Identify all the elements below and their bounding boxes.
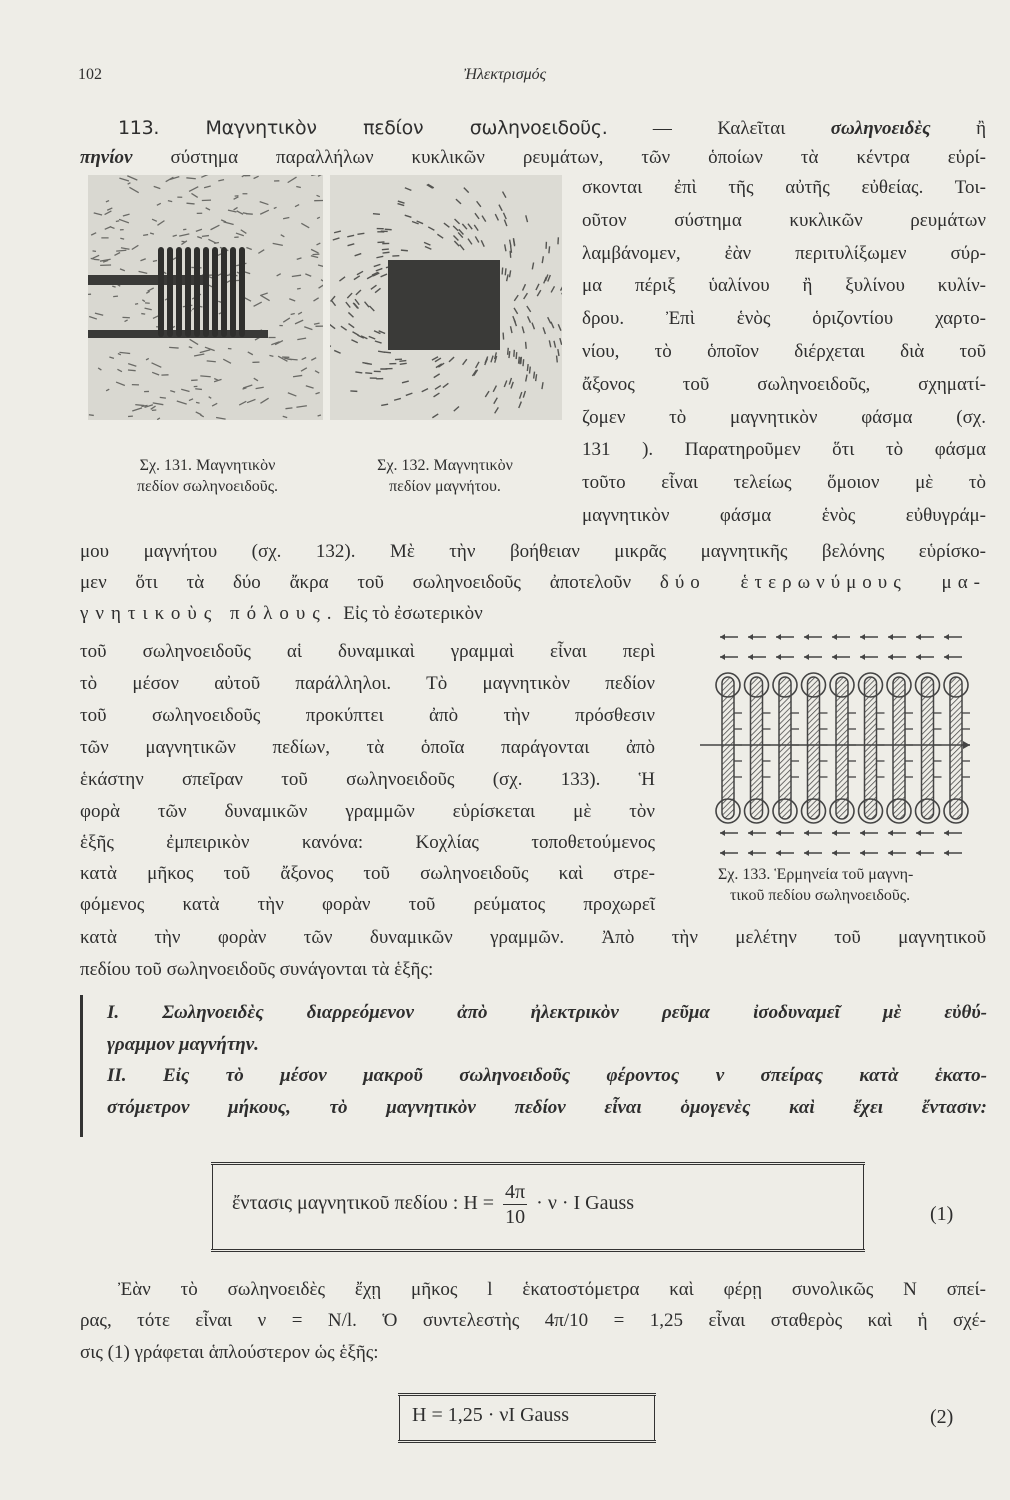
arrow-head [832, 850, 837, 856]
iron-filing [141, 314, 145, 315]
fraction [503, 1180, 527, 1229]
page-number: 102 [78, 66, 102, 83]
spaced-text: γνητικοὺς πόλους. [80, 603, 339, 624]
coil-turn [230, 247, 236, 337]
text-line: μα πέριξ ὑαλίνου ἢ ξυλίνου κυλίν- [582, 275, 986, 297]
text-line: νίου, τὸ ὁποῖον διέρχεται διὰ τοῦ [582, 341, 986, 362]
iron-filing [312, 254, 319, 255]
iron-filing [169, 347, 178, 348]
iron-filing [116, 250, 126, 251]
coil-turn [194, 247, 200, 337]
iron-filing [357, 233, 364, 234]
coil-turn [239, 247, 245, 337]
iron-filing [511, 246, 512, 253]
iron-filing [508, 348, 509, 355]
arrow-head [888, 654, 893, 660]
arrow-head [944, 654, 949, 660]
text-line: φορὰ τῶν δυναμικῶν γραμμῶν εὑρίσκεται μὲ τὸν [80, 801, 655, 822]
rules-margin-bar [80, 995, 83, 1137]
arrow-head [916, 654, 921, 660]
iron-filing [89, 415, 94, 416]
iron-filing [120, 238, 124, 239]
solenoid-turn [865, 677, 877, 819]
arrow-head [832, 830, 837, 836]
text-line: κατὰ μῆκος τοῦ ἄξονος τοῦ σωληνοειδοῦς καὶ στρε- [80, 863, 655, 884]
equation-label: ἔντασις μαγνητικοῦ πεδίου : [232, 1192, 459, 1215]
text-line: Ἐὰν τὸ σωληνοειδὲς ἔχῃ μῆκος l ἑκατοστόμετρα καὶ φέρῃ συνολικῶς N σπεί- [118, 1279, 986, 1300]
iron-filing [400, 363, 407, 364]
arrow-head [916, 830, 921, 836]
figure-133-solenoid-diagram [680, 625, 980, 865]
running-title: Ἠλεκτρισμός [463, 66, 547, 83]
arrow-head [916, 850, 921, 856]
text-line: μου μαγνήτου (σχ. 132). Μὲ τὴν βοήθειαν μικρᾶς μαγνητικῆς βελόνης εὑρίσκο- [80, 541, 986, 562]
iron-filing [207, 361, 216, 362]
figure-132-magnet-field-photo [330, 175, 562, 420]
text: ἢ [930, 118, 987, 139]
solenoid-turn [922, 677, 934, 819]
iron-filing [94, 259, 100, 260]
coil-turn [167, 247, 173, 337]
arrow-head [944, 634, 949, 640]
text-line: 131 ). Παρατηροῦμεν ὅτι τὸ φάσμα [582, 439, 986, 461]
text: — Καλεῖται [607, 118, 831, 139]
iron-filing [510, 251, 511, 258]
arrow-head [944, 830, 949, 836]
iron-filing [401, 250, 408, 251]
iron-filing [516, 352, 517, 359]
solenoid-turn [722, 677, 734, 819]
term-coil: πηνίον [80, 147, 133, 168]
coil-turn [185, 247, 191, 337]
text-line: μαγνητικὸν φάσμα ἑνὸς εὐθυγράμ- [582, 505, 986, 526]
iron-filing [526, 342, 527, 349]
figure-133-caption [718, 864, 988, 906]
arrow-head [720, 654, 725, 660]
equation-2: H = 1,25 · νI Gauss [412, 1404, 569, 1426]
text-line: τοῦτο εἶναι τελείως ὅμοιον μὲ τὸ [582, 472, 986, 494]
iron-filing [153, 260, 157, 261]
text-line: λαμβάνομεν, ἐὰν περιτυλίξωμεν σύρ- [582, 242, 986, 264]
spaced-text: δύο ἑτερωνύμους μα- [659, 572, 986, 593]
iron-filing [243, 213, 247, 214]
equation-rhs: · ν · I Gauss [536, 1192, 635, 1215]
coil-turn [212, 247, 218, 337]
arrow-head [832, 634, 837, 640]
numerator: 4π [505, 1181, 526, 1203]
iron-filing [318, 415, 321, 416]
iron-filing [196, 402, 200, 403]
iron-filing [523, 359, 524, 366]
caption-line: πεδίον μαγνήτου. [389, 478, 501, 495]
coil-turn [158, 247, 164, 337]
arrow-head [720, 850, 725, 856]
iron-filing [195, 389, 202, 390]
term-solenoid: σωληνοειδὲς [830, 118, 931, 139]
solenoid-turn [836, 677, 848, 819]
caption-line: Σχ. 131. Μαγνητικὸν [139, 457, 276, 474]
text-line: δρου. Ἐπὶ ἑνὸς ὁριζοντίου χαρτο- [582, 308, 986, 330]
solenoid-turn [893, 677, 905, 819]
arrow-head [720, 830, 725, 836]
caption-line: τικοῦ πεδίου σωληνοειδοῦς. [730, 887, 911, 904]
solenoid-turn [808, 677, 820, 819]
arrow-head [832, 654, 837, 660]
rule-line: I. Σωληνοειδὲς διαρρεόμενον ἀπὸ ἠλεκτρικὸν ρεῦμα ἰσοδυναμεῖ μὲ εὐθύ- [107, 1002, 987, 1023]
arrow-head [860, 634, 865, 640]
rule-line: II. Εἰς τὸ μέσον μακροῦ σωληνοειδοῦς φέροντος ν σπείρας κατὰ ἑκατο- [107, 1065, 987, 1086]
arrow-head [860, 654, 865, 660]
iron-filing [399, 361, 406, 362]
arrow-head [748, 634, 753, 640]
text-line: κατὰ τὴν φορὰν τῶν δυναμικῶν γραμμῶν. Ἀπὸ τὴν μελέτην τοῦ μαγνητικοῦ [80, 927, 986, 948]
iron-filing [116, 221, 119, 222]
text-line [80, 602, 655, 626]
coil-turn [203, 247, 209, 337]
iron-filing [202, 236, 209, 237]
text-line: φόμενος κατὰ τὴν φορὰν τοῦ ρεύματος προχωρεῖ [80, 894, 655, 915]
arrow-head [888, 830, 893, 836]
iron-filing [529, 367, 530, 374]
iron-filing [527, 364, 528, 371]
iron-filing [536, 374, 537, 381]
iron-filing [385, 229, 392, 230]
section-heading: 113. Μαγνητικὸν πεδίον σωληνοειδοῦς. [118, 117, 608, 139]
text-line: ἑξῆς ἐμπειρικὸν κανόνα: Κοχλίας τοποθετούμενος [80, 832, 655, 853]
arrow-head [776, 634, 781, 640]
iron-filing [509, 351, 510, 358]
arrow-head [888, 850, 893, 856]
arrow-head [888, 634, 893, 640]
arrow-head [860, 830, 865, 836]
text: μεν ὅτι τὰ δύο ἄκρα τοῦ σωληνοειδοῦς ἀποτελοῦν [80, 572, 660, 593]
text-line: τοῦ σωληνοειδοῦς αἱ δυναμικαὶ γραμμαὶ εἶναι περὶ [80, 641, 655, 662]
iron-filing [135, 304, 138, 305]
iron-filing [285, 408, 292, 409]
arrow-head [860, 850, 865, 856]
arrow-head [748, 654, 753, 660]
figure-131-caption [90, 455, 325, 497]
equation-lhs: H = [463, 1192, 495, 1215]
figure-131-solenoid-field-photo [88, 175, 323, 420]
caption-line: Σχ. 132. Μαγνητικὸν [377, 457, 513, 474]
section-heading-line [118, 116, 986, 140]
rule-line: στόμετρον μήκους, τὸ μαγνητικὸν πεδίον εἶναι ὁμογενὲς καὶ ἔχει ἔντασιν: [107, 1097, 987, 1118]
iron-filing [269, 355, 273, 356]
caption-line: Σχ. 133. Ἑρμηνεία τοῦ μαγνη- [718, 866, 914, 883]
equation-1 [232, 1180, 634, 1229]
iron-filing [143, 235, 148, 236]
text-line: ἄξονος τοῦ σωληνοειδοῦς, σχηματί- [582, 373, 986, 395]
rule-line: γραμμον μαγνήτην. [107, 1034, 259, 1055]
arrow-head [776, 654, 781, 660]
iron-filing [160, 397, 166, 398]
text-line: ζομεν τὸ μαγνητικὸν φάσμα (σχ. [582, 406, 986, 428]
iron-filing [384, 352, 391, 353]
text-line [80, 571, 986, 595]
iron-filing [520, 357, 521, 364]
equation-2-number: (2) [930, 1406, 954, 1428]
text-line: οῦτον σύστημα κυκλικῶν ρευμάτων [582, 209, 986, 231]
iron-filing [557, 356, 558, 363]
text-line: ἑκάστην σπεῖραν τοῦ σωληνοειδοῦς (σχ. 133). Ἡ [80, 769, 655, 790]
text-line: σις (1) γράφεται ἁπλούστερον ὡς ἑξῆς: [80, 1342, 379, 1363]
arrow-head [944, 850, 949, 856]
text: Εἰς τὸ ἐσωτερικὸν [338, 603, 483, 624]
iron-filing [534, 372, 535, 379]
iron-filing [296, 187, 301, 188]
iron-filing [382, 249, 389, 250]
iron-filing [519, 357, 520, 364]
arrow-head [804, 654, 809, 660]
arrow-head [804, 634, 809, 640]
text-line: σκονται ἐπὶ τῆς αὐτῆς εὐθείας. Τοι- [582, 177, 986, 198]
solenoid-turn [950, 677, 962, 819]
arrow-head [748, 850, 753, 856]
iron-filing [505, 268, 506, 275]
iron-filing [128, 370, 136, 371]
arrow-head [916, 634, 921, 640]
bar-magnet [388, 260, 500, 350]
iron-filing [373, 214, 380, 215]
iron-filing [383, 252, 390, 253]
text-line: τοῦ σωληνοειδοῦς προκύπτει ἀπὸ τὴν πρόσθεσιν [80, 705, 655, 726]
iron-filing [502, 268, 503, 275]
iron-filing [549, 246, 550, 253]
coil-turn [176, 247, 182, 337]
figure-132-caption [330, 455, 560, 497]
text-line: τῶν μαγνητικῶν πεδίων, τὰ ὁποῖα παράγονται ἀπὸ [80, 737, 655, 758]
text-line: τὸ μέσον αὐτοῦ παράλληλοι. Τὸ μαγνητικὸν πεδίον [80, 673, 655, 694]
coil-turn [221, 247, 227, 337]
arrow-head [720, 634, 725, 640]
arrow-head [804, 850, 809, 856]
arrow-head [776, 830, 781, 836]
text-line: πεδίου τοῦ σωληνοειδοῦς συνάγονται τὰ ἑξῆς: [80, 959, 434, 980]
arrow-head [963, 741, 970, 749]
denominator: 10 [505, 1206, 526, 1228]
solenoid-turn [779, 677, 791, 819]
arrow-head [804, 830, 809, 836]
arrow-head [748, 830, 753, 836]
caption-line: πεδίον σωληνοειδοῦς. [136, 478, 279, 495]
equation-1-number: (1) [930, 1203, 954, 1225]
text-line: ρας, τότε εἶναι ν = N/l. Ὁ συντελεστὴς 4π/10 = 1,25 εἶναι σταθερὸς καὶ ἡ σχέ- [80, 1310, 986, 1331]
iron-filing [365, 373, 372, 374]
arrow-head [776, 850, 781, 856]
iron-filing [297, 288, 301, 289]
iron-filing [200, 376, 210, 377]
iron-filing [186, 203, 194, 204]
text: σύστημα παραλλήλων κυκλικῶν ρευμάτων, τῶν ὁποίων τὰ κέντρα εὑρί- [132, 147, 986, 168]
solenoid-turn [751, 677, 763, 819]
text-line [80, 146, 986, 170]
